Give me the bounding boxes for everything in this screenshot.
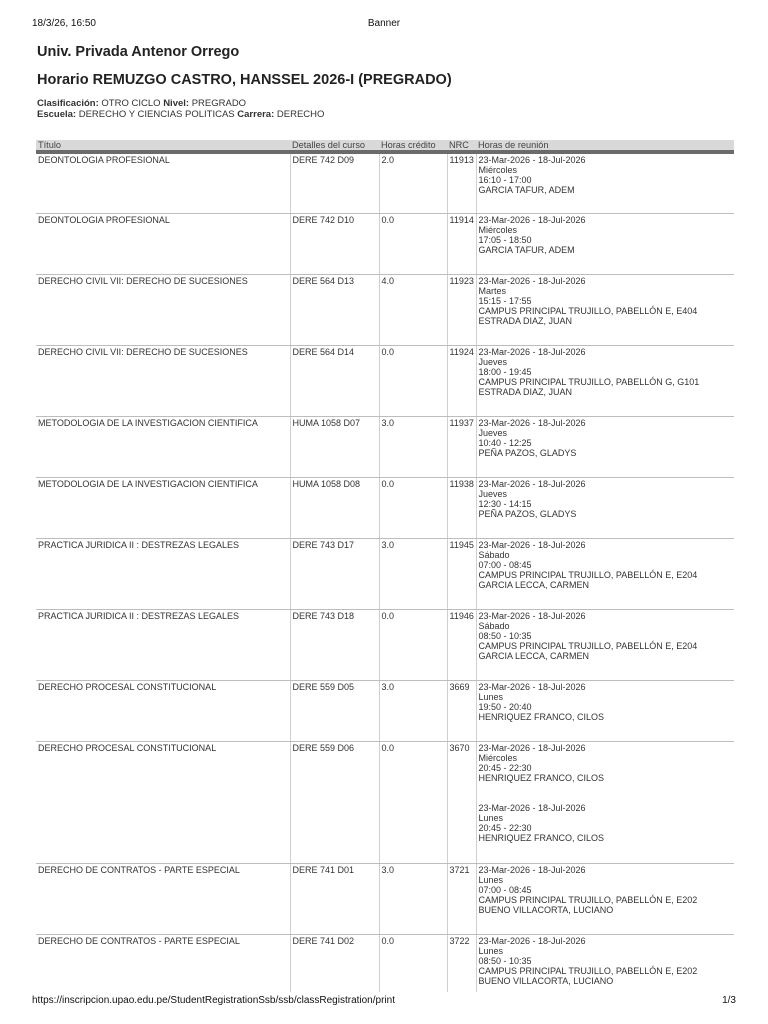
meeting-line: GARCIA LECCA, CARMEN xyxy=(478,579,590,590)
meeting-line: 23-Mar-2026 - 18-Jul-2026 xyxy=(478,478,586,489)
table-row xyxy=(36,345,734,416)
credit-hours-cell: 0.0 xyxy=(379,477,447,538)
table-row xyxy=(36,213,734,274)
meeting-block xyxy=(479,803,733,843)
course-title-cell: DERECHO DE CONTRATOS - PARTE ESPECIAL xyxy=(36,934,290,992)
meeting-line: BUENO VILLACORTA, LUCIANO xyxy=(478,904,614,915)
meeting-line: GARCIA LECCA, CARMEN xyxy=(478,650,590,661)
table-row xyxy=(36,741,734,863)
meeting-line: CAMPUS PRINCIPAL TRUJILLO, PABELLÓN E, E404 xyxy=(478,305,698,316)
meeting-line: Jueves xyxy=(478,356,508,367)
meeting-line: 12:30 - 14:15 xyxy=(478,498,532,509)
nrc-cell: 3669 xyxy=(447,680,476,741)
clasificacion-value: OTRO CICLO xyxy=(101,98,161,109)
meeting-hours-cell xyxy=(476,345,734,416)
meeting-line: Miércoles xyxy=(478,165,518,175)
print-header xyxy=(32,18,736,32)
clasificacion-label: Clasificación: xyxy=(37,98,99,109)
meeting-block xyxy=(479,215,733,255)
meeting-line: BUENO VILLACORTA, LUCIANO xyxy=(478,975,614,986)
meeting-line: GARCIA TAFUR, ADEM xyxy=(478,185,575,195)
meeting-line: 16:10 - 17:00 xyxy=(478,175,532,185)
course-title-cell: DERECHO CIVIL VII: DERECHO DE SUCESIONES xyxy=(36,274,290,345)
course-details-cell: DERE 742 D09 xyxy=(290,152,379,213)
meeting-line: 07:00 - 08:45 xyxy=(478,559,532,570)
meeting-line: 23-Mar-2026 - 18-Jul-2026 xyxy=(478,864,586,875)
meeting-line: CAMPUS PRINCIPAL TRUJILLO, PABELLÓN E, E204 xyxy=(478,569,698,580)
meeting-line: 08:50 - 10:35 xyxy=(478,630,532,641)
course-title-cell: METODOLOGIA DE LA INVESTIGACION CIENTIFICA xyxy=(36,416,290,477)
meeting-block xyxy=(479,479,733,519)
credit-hours-cell: 3.0 xyxy=(379,863,447,934)
meeting-line: 17:05 - 18:50 xyxy=(478,234,532,245)
meeting-line: 23-Mar-2026 - 18-Jul-2026 xyxy=(478,802,586,813)
table-row xyxy=(36,863,734,934)
meeting-line: 23-Mar-2026 - 18-Jul-2026 xyxy=(478,539,586,550)
page-number: 1/3 xyxy=(722,995,736,1006)
meeting-hours-cell xyxy=(476,934,734,992)
course-details-cell: DERE 741 D01 xyxy=(290,863,379,934)
schedule-table xyxy=(36,140,734,992)
course-title-cell: DERECHO CIVIL VII: DERECHO DE SUCESIONES xyxy=(36,345,290,416)
meeting-line: HENRIQUEZ FRANCO, CILOS xyxy=(478,832,605,843)
header-titulo: Título xyxy=(36,140,290,152)
meeting-line: Martes xyxy=(478,285,507,296)
course-details-cell: DERE 742 D10 xyxy=(290,213,379,274)
table-row xyxy=(36,416,734,477)
meeting-line: 15:15 - 17:55 xyxy=(478,295,532,306)
nrc-cell: 3721 xyxy=(447,863,476,934)
course-details-cell: DERE 564 D14 xyxy=(290,345,379,416)
meeting-line: Jueves xyxy=(478,427,508,438)
meeting-block xyxy=(479,865,733,915)
meta-line-1 xyxy=(37,98,324,109)
meeting-line: PEÑA PAZOS, GLADYS xyxy=(478,508,577,519)
print-footer xyxy=(32,995,736,1009)
meta-line-2 xyxy=(37,109,324,120)
course-details-cell: DERE 743 D17 xyxy=(290,538,379,609)
course-title-cell: DERECHO DE CONTRATOS - PARTE ESPECIAL xyxy=(36,863,290,934)
meeting-line: 19:50 - 20:40 xyxy=(478,701,532,712)
nrc-cell: 11923 xyxy=(447,274,476,345)
meeting-line: 23-Mar-2026 - 18-Jul-2026 xyxy=(478,681,586,692)
nrc-cell: 11938 xyxy=(447,477,476,538)
credit-hours-cell: 3.0 xyxy=(379,416,447,477)
escuela-value: DERECHO Y CIENCIAS POLITICAS xyxy=(78,109,235,120)
meeting-line: 23-Mar-2026 - 18-Jul-2026 xyxy=(478,610,586,621)
meeting-line: Lunes xyxy=(478,691,504,702)
meeting-hours-cell xyxy=(476,477,734,538)
meeting-line: CAMPUS PRINCIPAL TRUJILLO, PABELLÓN E, E202 xyxy=(478,894,698,905)
table-row xyxy=(36,274,734,345)
course-details-cell: DERE 559 D05 xyxy=(290,680,379,741)
course-title-cell: DERECHO PROCESAL CONSTITUCIONAL xyxy=(36,680,290,741)
credit-hours-cell: 4.0 xyxy=(379,274,447,345)
meeting-hours-cell xyxy=(476,152,734,213)
meeting-line: 23-Mar-2026 - 18-Jul-2026 xyxy=(478,214,586,225)
course-title-cell: DERECHO PROCESAL CONSTITUCIONAL xyxy=(36,741,290,863)
meeting-line: CAMPUS PRINCIPAL TRUJILLO, PABELLÓN G, G101 xyxy=(478,376,700,387)
meeting-line: Sábado xyxy=(478,549,510,560)
course-details-cell: DERE 564 D13 xyxy=(290,274,379,345)
meeting-line: 23-Mar-2026 - 18-Jul-2026 xyxy=(478,155,586,165)
course-title-cell: PRACTICA JURIDICA II : DESTREZAS LEGALES xyxy=(36,609,290,680)
table-row xyxy=(36,609,734,680)
credit-hours-cell: 0.0 xyxy=(379,741,447,863)
course-details-cell: DERE 559 D06 xyxy=(290,741,379,863)
credit-hours-cell: 0.0 xyxy=(379,609,447,680)
meeting-block xyxy=(479,936,733,986)
header-detalles: Detalles del curso xyxy=(290,140,379,152)
carrera-label: Carrera: xyxy=(237,109,275,120)
print-url: https://inscripcion.upao.edu.pe/StudentRegistrationSsb/ssb/classRegistration/print xyxy=(32,995,395,1006)
meeting-block xyxy=(479,540,733,590)
table-row xyxy=(36,538,734,609)
table-body xyxy=(36,152,734,992)
escuela-label: Escuela: xyxy=(37,109,77,120)
table-header-row xyxy=(36,140,734,152)
meeting-line: Lunes xyxy=(478,874,504,885)
meeting-line: ESTRADA DIAZ, JUAN xyxy=(478,386,573,397)
nivel-value: PREGRADO xyxy=(191,98,247,109)
nrc-cell: 11924 xyxy=(447,345,476,416)
meeting-hours-cell xyxy=(476,609,734,680)
meeting-line: Sábado xyxy=(478,620,510,631)
credit-hours-cell: 3.0 xyxy=(379,680,447,741)
university-name: Univ. Privada Antenor Orrego xyxy=(37,44,240,60)
carrera-value: DERECHO xyxy=(276,109,325,120)
meeting-line: Jueves xyxy=(478,488,508,499)
meeting-line: 23-Mar-2026 - 18-Jul-2026 xyxy=(478,275,586,286)
meeting-hours-cell xyxy=(476,213,734,274)
meeting-line: ESTRADA DIAZ, JUAN xyxy=(478,315,573,326)
meeting-line: 20:45 - 22:30 xyxy=(478,762,532,773)
table-row xyxy=(36,477,734,538)
nrc-cell: 11913 xyxy=(447,152,476,213)
meeting-hours-cell xyxy=(476,741,734,863)
credit-hours-cell: 0.0 xyxy=(379,345,447,416)
course-title-cell: DEONTOLOGIA PROFESIONAL xyxy=(36,152,290,213)
course-title-cell: DEONTOLOGIA PROFESIONAL xyxy=(36,213,290,274)
meeting-line: 23-Mar-2026 - 18-Jul-2026 xyxy=(478,742,586,753)
course-title-cell: METODOLOGIA DE LA INVESTIGACION CIENTIFICA xyxy=(36,477,290,538)
meeting-line: GARCIA TAFUR, ADEM xyxy=(478,244,575,255)
table-row xyxy=(36,152,734,213)
table-row xyxy=(36,934,734,992)
course-title-cell: PRACTICA JURIDICA II : DESTREZAS LEGALES xyxy=(36,538,290,609)
nrc-cell: 11946 xyxy=(447,609,476,680)
meeting-block xyxy=(479,611,733,661)
meeting-block xyxy=(479,347,733,397)
meeting-line: 20:45 - 22:30 xyxy=(478,822,532,833)
meeting-line: 08:50 - 10:35 xyxy=(478,955,532,966)
meeting-hours-cell xyxy=(476,863,734,934)
meeting-hours-cell xyxy=(476,274,734,345)
table-row xyxy=(36,680,734,741)
meeting-block xyxy=(479,682,733,722)
meeting-line: HENRIQUEZ FRANCO, CILOS xyxy=(478,772,605,783)
meeting-hours-cell xyxy=(476,538,734,609)
nrc-cell: 3670 xyxy=(447,741,476,863)
credit-hours-cell: 0.0 xyxy=(379,213,447,274)
credit-hours-cell: 2.0 xyxy=(379,152,447,213)
credit-hours-cell: 3.0 xyxy=(379,538,447,609)
nivel-label: Nivel: xyxy=(163,98,190,109)
meeting-line: PEÑA PAZOS, GLADYS xyxy=(478,447,577,458)
meeting-line: Miércoles xyxy=(478,752,518,763)
student-meta xyxy=(37,98,324,120)
nrc-cell: 11945 xyxy=(447,538,476,609)
course-details-cell: HUMA 1058 D08 xyxy=(290,477,379,538)
meeting-hours-cell xyxy=(476,680,734,741)
course-details-cell: HUMA 1058 D07 xyxy=(290,416,379,477)
meeting-line: Lunes xyxy=(478,945,504,956)
meeting-hours-cell xyxy=(476,416,734,477)
course-details-cell: DERE 741 D02 xyxy=(290,934,379,992)
meeting-line: 23-Mar-2026 - 18-Jul-2026 xyxy=(478,417,586,428)
meeting-line: CAMPUS PRINCIPAL TRUJILLO, PABELLÓN E, E202 xyxy=(478,965,698,976)
credit-hours-cell: 0.0 xyxy=(379,934,447,992)
meeting-block xyxy=(479,276,733,326)
header-reunion: Horas de reunión xyxy=(476,140,734,152)
print-datetime: 18/3/26, 16:50 xyxy=(32,18,96,29)
print-page-title: Banner xyxy=(367,18,401,29)
nrc-cell: 3722 xyxy=(447,934,476,992)
header-nrc: NRC xyxy=(447,140,476,152)
meeting-line: 23-Mar-2026 - 18-Jul-2026 xyxy=(478,346,586,357)
meeting-line: HENRIQUEZ FRANCO, CILOS xyxy=(478,711,605,722)
meeting-line: Miércoles xyxy=(478,224,518,235)
header-creditos: Horas crédito xyxy=(379,140,447,152)
meeting-line: 23-Mar-2026 - 18-Jul-2026 xyxy=(478,935,586,946)
schedule-title: Horario REMUZGO CASTRO, HANSSEL 2026-I (PREGRADO) xyxy=(37,72,452,88)
meeting-block xyxy=(479,743,733,783)
meeting-line: CAMPUS PRINCIPAL TRUJILLO, PABELLÓN E, E204 xyxy=(478,640,698,651)
schedule-table-wrapper xyxy=(36,140,734,992)
meeting-block xyxy=(479,155,733,195)
course-details-cell: DERE 743 D18 xyxy=(290,609,379,680)
meeting-line: Lunes xyxy=(478,812,504,823)
meeting-line: 07:00 - 08:45 xyxy=(478,884,532,895)
meeting-block xyxy=(479,418,733,458)
meeting-line: 10:40 - 12:25 xyxy=(478,437,532,448)
meeting-line: 18:00 - 19:45 xyxy=(478,366,532,377)
nrc-cell: 11937 xyxy=(447,416,476,477)
nrc-cell: 11914 xyxy=(447,213,476,274)
